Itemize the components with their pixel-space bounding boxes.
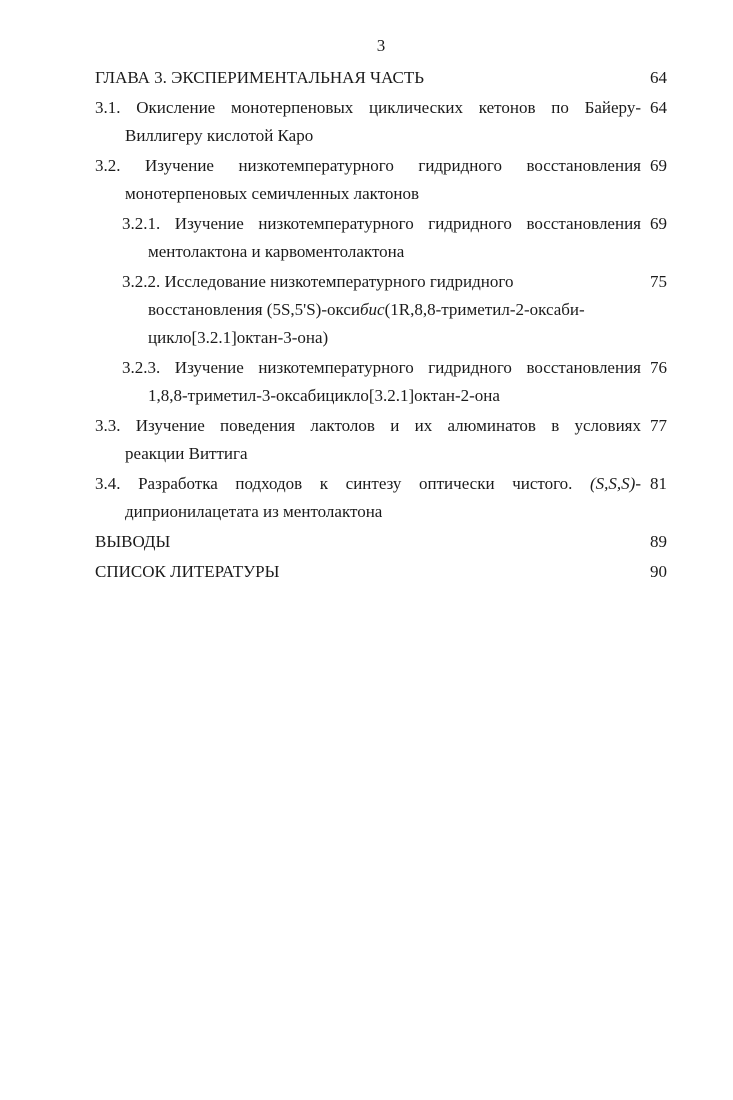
- toc-line: [122, 238, 641, 266]
- toc-line-segment: 3.2.1. Изучение низкотемпературного гидридного восстановления: [122, 214, 641, 233]
- toc-entry-text: [95, 470, 641, 526]
- toc-line-segment: 3.3. Изучение поведения лактолов и их алюминатов в условиях: [95, 416, 641, 435]
- table-of-contents: [95, 64, 667, 586]
- toc-line-segment: восстановления (5S,5'S)-окси: [148, 300, 360, 319]
- toc-entry-text: [95, 412, 641, 468]
- toc-entry: [95, 528, 667, 556]
- toc-entry: [95, 268, 667, 352]
- toc-page-number: 81: [650, 474, 667, 493]
- toc-line-segment: СПИСОК ЛИТЕРАТУРЫ: [95, 562, 280, 581]
- toc-line-segment: диприонилацетата из ментолактона: [125, 502, 383, 521]
- toc-line: [95, 440, 641, 468]
- toc-line: [122, 268, 641, 296]
- toc-line-segment: 1,8,8-триметил-3-оксабицикло[3.2.1]октан-2-она: [148, 386, 500, 405]
- toc-line-segment: 3.2.3. Изучение низкотемпературного гидридного восстановления: [122, 358, 641, 377]
- toc-entry: [95, 412, 667, 468]
- toc-line-segment: 3.1. Окисление монотерпеновых циклических кетонов по Байеру-: [95, 98, 641, 117]
- toc-line: [95, 558, 641, 586]
- toc-line-segment: 3.4. Разработка подходов к синтезу оптически чистого.: [95, 474, 590, 493]
- toc-line-segment: -: [635, 474, 641, 493]
- toc-line: [122, 354, 641, 382]
- toc-entry: [95, 152, 667, 208]
- toc-page-number: 77: [650, 416, 667, 435]
- toc-entry: [95, 94, 667, 150]
- toc-entry-text: [95, 152, 641, 208]
- toc-line-italic-segment: (S,S,S): [590, 474, 636, 493]
- toc-entry: [95, 210, 667, 266]
- toc-line-segment: (1R,8,8-триметил-2-оксаби-: [384, 300, 585, 319]
- toc-entry-text: [95, 528, 641, 556]
- toc-line: [95, 64, 641, 92]
- toc-line: [95, 470, 641, 498]
- toc-entry-text: [122, 354, 641, 410]
- toc-line: [95, 94, 641, 122]
- toc-entry-text: [122, 210, 641, 266]
- toc-entry: [95, 354, 667, 410]
- toc-page-number: 69: [650, 156, 667, 175]
- toc-page-number: 90: [650, 562, 667, 581]
- toc-line: [122, 296, 641, 324]
- toc-line-segment: ВЫВОДЫ: [95, 532, 171, 551]
- toc-line-italic-segment: бис: [360, 300, 385, 319]
- toc-line: [95, 412, 641, 440]
- toc-page-number: 75: [650, 272, 667, 291]
- toc-line-segment: реакции Виттига: [125, 444, 248, 463]
- toc-entry: [95, 470, 667, 526]
- toc-page-number: 76: [650, 358, 667, 377]
- toc-page-number: 64: [650, 68, 667, 87]
- toc-entry-text: [95, 64, 641, 92]
- toc-line: [95, 180, 641, 208]
- toc-line-segment: цикло[3.2.1]октан-3-она): [148, 328, 329, 347]
- toc-line: [122, 210, 641, 238]
- toc-line-segment: 3.2. Изучение низкотемпературного гидридного восстановления: [95, 156, 641, 175]
- toc-line-segment: Виллигеру кислотой Каро: [125, 126, 314, 145]
- toc-entry-text: [122, 268, 641, 352]
- toc-line: [95, 528, 641, 556]
- page-number: 3: [376, 36, 386, 55]
- toc-entry-text: [95, 558, 641, 586]
- toc-entry-text: [95, 94, 641, 150]
- toc-line: [95, 152, 641, 180]
- toc-line-segment: ментолактона и карвоментолактона: [148, 242, 405, 261]
- toc-line: [95, 122, 641, 150]
- toc-line: [95, 498, 641, 526]
- toc-entry: [95, 558, 667, 586]
- toc-page-number: 89: [650, 532, 667, 551]
- toc-line: [122, 382, 641, 410]
- toc-line: [122, 324, 641, 352]
- toc-line-segment: ГЛАВА 3. ЭКСПЕРИМЕНТАЛЬНАЯ ЧАСТЬ: [95, 68, 425, 87]
- toc-entry: [95, 64, 667, 92]
- toc-line-segment: монотерпеновых семичленных лактонов: [125, 184, 420, 203]
- toc-page-number: 69: [650, 214, 667, 233]
- toc-page-number: 64: [650, 98, 667, 117]
- toc-line-segment: 3.2.2. Исследование низкотемпературного гидридного: [122, 272, 514, 291]
